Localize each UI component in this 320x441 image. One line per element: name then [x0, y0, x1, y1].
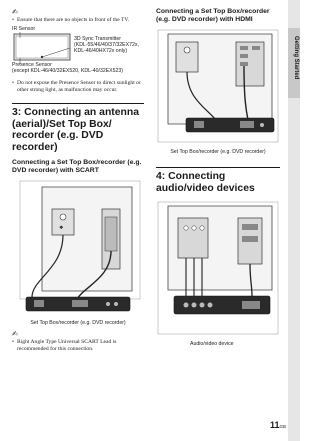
page-number-suffix: GB	[279, 424, 286, 429]
page-number-value: 11	[269, 420, 280, 430]
scart-connection-diagram	[12, 179, 144, 319]
transmitter-label-2: (KDL-55/46/40/37/32EX72x,	[74, 42, 139, 48]
section3-rule	[12, 103, 144, 104]
presence-sensor-label: Presence Sensor	[12, 62, 52, 68]
svg-text:❖: ❖	[59, 225, 64, 231]
page-number	[270, 420, 286, 430]
side-tab	[288, 0, 300, 441]
note-bullet-sunlight: • Do not expose the Presence Sensor to direct sunlight or other strong light, as malfunction may occur.	[12, 80, 144, 94]
section4-rule	[156, 167, 280, 168]
hdmi-connection-diagram	[156, 28, 280, 148]
section4-title: 4: Connecting audio/video devices	[156, 171, 255, 194]
section3-title: 3: Connecting an antenna (aerial)/Set Top Box/ recorder (e.g. DVD recorder)	[12, 107, 140, 153]
section3-heading	[12, 103, 144, 153]
section4-heading	[156, 167, 280, 194]
note-icon-2: ✍	[12, 330, 18, 338]
ir-sensor-label: IR Sensor	[12, 26, 36, 32]
scart-subtitle: Connecting a Set Top Box/recorder (e.g. DVD recorder) with SCART	[12, 159, 142, 174]
right-column	[156, 8, 280, 347]
note-bullet-scart-lead: • Right Angle Type Universal SCART Lead is recommended for this connection.	[12, 339, 144, 353]
scart-caption: Set Top Box/recorder (e.g. DVD recorder)	[30, 320, 126, 326]
hdmi-caption: Set Top Box/recorder (e.g. DVD recorder)	[170, 149, 266, 155]
left-column	[12, 8, 144, 353]
note-bullet-ensure-clear: • Ensure that there are no objects in front of the TV.	[12, 17, 144, 24]
side-tab-label: Getting Started	[293, 36, 299, 80]
note-icon: ✍	[12, 8, 18, 16]
sensor-figure	[12, 26, 144, 76]
hdmi-subtitle: Connecting a Set Top Box/recorder (e.g. DVD recorder) with HDMI	[156, 8, 270, 23]
transmitter-label-3: KDL-46/40HX72x only)	[74, 48, 128, 54]
av-connection-diagram	[156, 200, 280, 340]
presence-sensor-models: (except KDL-46/40/32EX520, KDL-40/32EX523)	[12, 68, 124, 74]
transmitter-label-1: 3D Sync Transmitter	[74, 36, 121, 42]
av-caption: Audio/video device	[190, 341, 234, 347]
